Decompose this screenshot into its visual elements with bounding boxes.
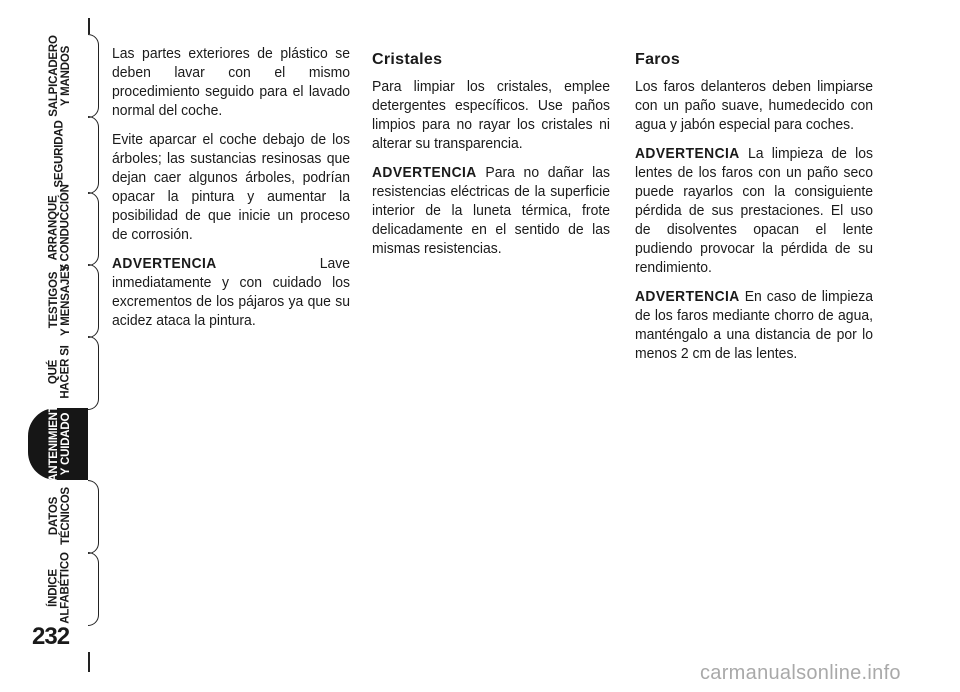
watermark: carmanualsonline.info: [700, 662, 901, 684]
tab-arranque[interactable]: [30, 184, 90, 272]
tab-label: MANTENIMIENTO: [48, 396, 61, 492]
tab-label: SALPICADERO: [48, 35, 61, 117]
tab-label: Y MENSAJES: [60, 264, 72, 336]
tab-label: ALFABÉTICO: [60, 552, 73, 624]
tab-label: TÉCNICOS: [59, 487, 72, 545]
column-exterior-plastics: [112, 44, 350, 340]
section-heading: Cristales: [372, 51, 443, 68]
warning-text: Para no dañar las resistencias eléctricas de la superficie interior de la luneta térmica, frote delicadamente en el sentido de las mismas resistencias.: [372, 164, 611, 257]
tab-seguridad[interactable]: [30, 118, 90, 190]
warning-paragraph: [112, 254, 350, 330]
warning-label: ADVERTENCIA: [372, 164, 477, 181]
tab-indice[interactable]: [30, 552, 90, 624]
paragraph: Los faros delanteros deben limpiarse con un paño suave, humedecido con agua y jabón especial para coches.: [635, 78, 874, 133]
tab-label: DATOS: [47, 496, 60, 536]
tab-salpicadero[interactable]: [30, 36, 90, 116]
tab-label: QUÉ: [47, 359, 60, 385]
tab-label: Y CUIDADO: [60, 412, 73, 476]
warning-text: La limpieza de los lentes de los faros con un paño seco puede rayarlos con la consiguiente pérdida de sus prestaciones. El uso de disolventes opacan el lente pudiendo provocar la pérdida de su rendimiento.: [635, 145, 874, 276]
section-heading: Faros: [635, 51, 681, 68]
tab-label: TESTIGOS: [48, 271, 60, 329]
warning-paragraph: [372, 163, 610, 258]
tab-rule: [88, 18, 90, 34]
tab-label: Y MANDOS: [60, 45, 73, 107]
warning-label: ADVERTENCIA: [635, 145, 740, 162]
warning-text: Lave inmediatamente y con cuidado los excrementos de los pájaros ya que su acidez ataca la pintura.: [112, 255, 351, 329]
column-cristales: [372, 44, 610, 268]
section-tabs: [0, 0, 100, 692]
warning-paragraph: [635, 144, 873, 277]
tab-rule: [88, 652, 90, 672]
warning-paragraph: [635, 287, 873, 363]
tab-mantenimiento[interactable]: [30, 396, 90, 492]
warning-text: En caso de limpieza de los faros mediante chorro de agua, manténgalo a una distancia de por lo menos 2 cm de las lentes.: [635, 288, 874, 362]
tab-label: SEGURIDAD: [54, 120, 66, 188]
tab-label: ÍNDICE: [48, 569, 61, 607]
page-number: 232: [32, 623, 70, 650]
tab-datos-tecnicos[interactable]: [30, 480, 90, 552]
tab-label: Y CONDUCCIÓN: [60, 184, 73, 272]
paragraph: Evite aparcar el coche debajo de los árboles; las sustancias resinosas que dejan caer algunos árboles, podrían opacar la pintura y aumentar la posibilidad de que inicie un proceso de corrosión.: [112, 131, 351, 243]
column-faros: [635, 44, 873, 373]
paragraph: Para limpiar los cristales, emplee detergentes específicos. Use paños limpios para no rayar los cristales ni alterar su transparencia.: [372, 78, 611, 152]
tab-label: HACER SI: [59, 345, 72, 399]
tab-testigos[interactable]: [30, 264, 90, 336]
warning-label: ADVERTENCIA: [112, 255, 217, 272]
paragraph: Las partes exteriores de plástico se deben lavar con el mismo procedimiento seguido para el lavado normal del coche.: [112, 45, 351, 119]
warning-label: ADVERTENCIA: [635, 288, 740, 305]
tab-label: ARRANQUE: [48, 195, 61, 261]
